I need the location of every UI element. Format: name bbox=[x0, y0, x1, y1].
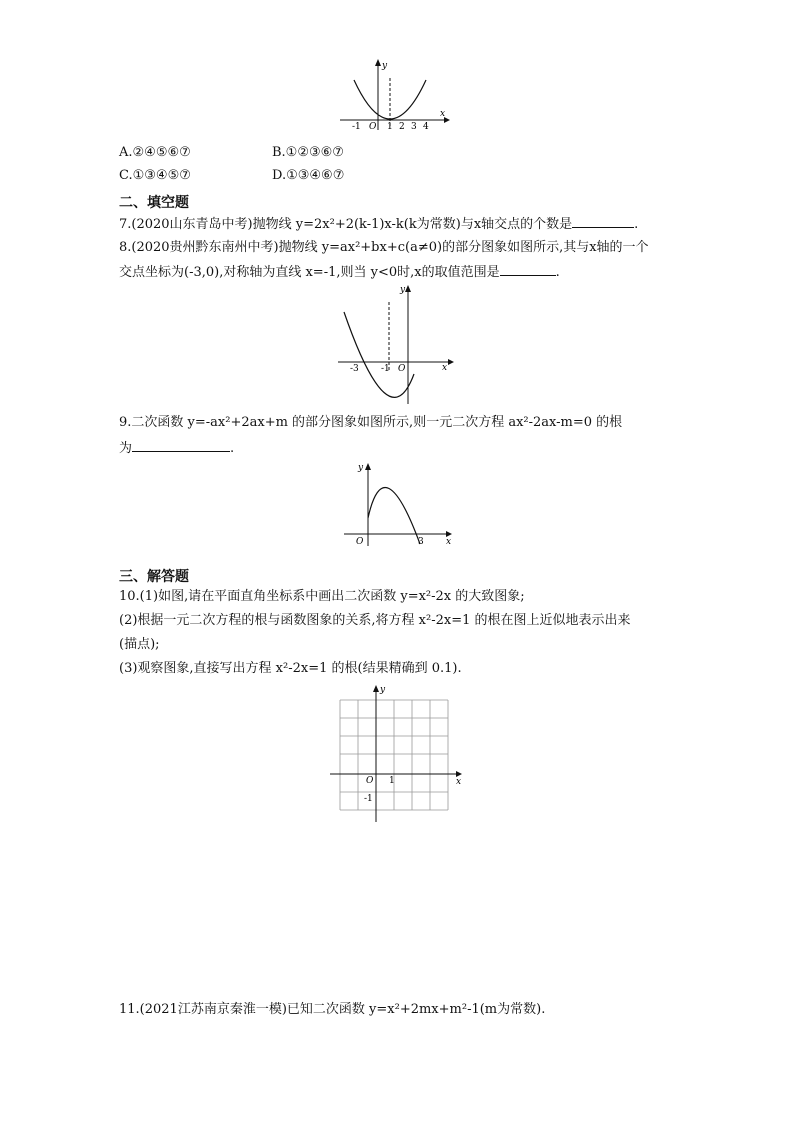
question-9-line2 bbox=[119, 438, 234, 458]
option-b: B.①②③⑥⑦ bbox=[272, 145, 344, 160]
graph-q9 bbox=[342, 460, 454, 548]
section-title: 三、解答题 bbox=[119, 569, 189, 585]
question-10-part2-line2: (描点); bbox=[119, 637, 160, 652]
tick-label: 1 bbox=[389, 776, 395, 786]
question-9-line1: 9.二次函数 y=-ax²+2ax+m 的部分图象如图所示,则一元二次方程 ax²-2ax-m=0 的根 bbox=[119, 415, 623, 430]
question-7-text: 7.(2020山东青岛中考)抛物线 y=2x²+2(k-1)x-k(k为常数)与x轴交点的个数是 bbox=[119, 217, 573, 232]
x-axis-label: x bbox=[442, 363, 448, 373]
x-axis-label: x bbox=[440, 109, 446, 119]
question-9-text: 为 bbox=[119, 441, 133, 456]
y-axis-label: y bbox=[400, 285, 406, 295]
option-a: A.②④⑤⑥⑦ bbox=[119, 145, 191, 160]
answer-blank[interactable] bbox=[132, 438, 230, 452]
question-11: 11.(2021江苏南京秦淮一模)已知二次函数 y=x²+2mx+m²-1(m为常数). bbox=[119, 1002, 546, 1017]
y-axis-label: y bbox=[380, 685, 386, 695]
period: . bbox=[555, 265, 560, 280]
origin-label: O bbox=[369, 122, 377, 132]
tick-label: -1 bbox=[381, 364, 390, 374]
tick-label: 4 bbox=[423, 122, 429, 132]
section-title: 二、填空题 bbox=[119, 195, 189, 211]
question-8-line2 bbox=[119, 262, 560, 282]
question-10-part1: 10.(1)如图,请在平面直角坐标系中画出二次函数 y=x²-2x 的大致图象; bbox=[119, 589, 525, 604]
tick-label: 3 bbox=[411, 122, 417, 132]
period: . bbox=[230, 441, 235, 456]
question-8-line1: 8.(2020贵州黔东南州中考)抛物线 y=ax²+bx+c(a≠0)的部分图象如图所示,其与x轴的一个 bbox=[119, 240, 649, 255]
question-10-part3: (3)观察图象,直接写出方程 x²-2x=1 的根(结果精确到 0.1). bbox=[119, 661, 462, 676]
y-axis-label: y bbox=[358, 463, 364, 473]
tick-label: -3 bbox=[350, 364, 359, 374]
origin-label: O bbox=[366, 776, 374, 786]
y-axis-label: y bbox=[382, 61, 388, 71]
graph-q10[interactable] bbox=[328, 682, 466, 824]
x-axis-label: x bbox=[456, 777, 462, 787]
graph-q8 bbox=[336, 282, 456, 406]
period: . bbox=[634, 217, 639, 232]
option-d: D.①③④⑥⑦ bbox=[272, 168, 345, 183]
tick-label: -1 bbox=[352, 122, 361, 132]
origin-label: O bbox=[356, 537, 364, 547]
tick-label: 2 bbox=[399, 122, 405, 132]
question-10-part2-line1: (2)根据一元二次方程的根与函数图象的关系,将方程 x²-2x=1 的根在图上近似地表示出来 bbox=[119, 613, 631, 628]
origin-label: O bbox=[398, 364, 406, 374]
x-axis-label: x bbox=[446, 537, 452, 547]
tick-label: 1 bbox=[387, 122, 393, 132]
answer-blank[interactable] bbox=[572, 214, 634, 228]
option-c: C.①③④⑤⑦ bbox=[119, 168, 191, 183]
tick-label: 3 bbox=[418, 537, 424, 547]
question-7 bbox=[119, 214, 638, 234]
graph-q6 bbox=[340, 58, 450, 132]
question-8-text: 交点坐标为(-3,0),对称轴为直线 x=-1,则当 y<0时,x的取值范围是 bbox=[119, 265, 500, 280]
answer-blank[interactable] bbox=[500, 262, 556, 276]
tick-label: -1 bbox=[364, 794, 373, 804]
